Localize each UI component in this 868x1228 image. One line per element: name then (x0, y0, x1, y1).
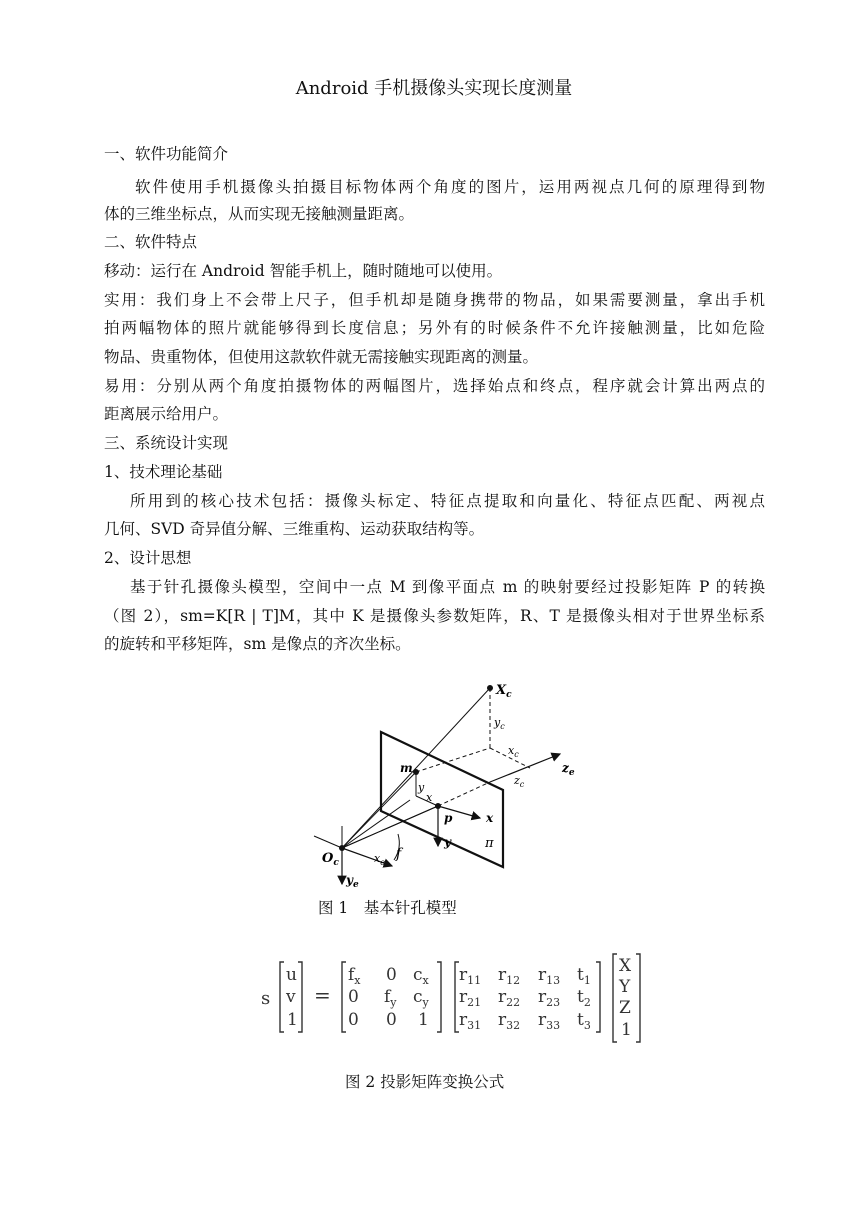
K-fx: $f_x$ (348, 965, 361, 987)
label-xe: $x_e$ (374, 852, 385, 867)
figure1-caption: 图 1 基本针孔模型 (318, 899, 457, 917)
section3-sub1-heading: 1、技术理论基础 (104, 463, 223, 481)
section2-heading: 二、软件特点 (104, 233, 198, 251)
lhs-1: 1 (287, 1010, 298, 1030)
section1-heading: 一、软件功能简介 (104, 145, 229, 163)
section3-sub1-line1: 所用到的核心技术包括：摄像头标定、特征点提取和向量化、特征点匹配、两视点 (130, 492, 765, 510)
svg-text:r21: $r_{21}$ (459, 987, 482, 1009)
rhs-Y: Y (619, 977, 631, 997)
section2-practical-line2: 拍两幅物体的照片就能够得到长度信息；另外有的时候条件不允许接触测量，比如危险 (104, 319, 765, 337)
bracket-rhs-left (613, 954, 617, 1042)
K-20: 0 (348, 1010, 359, 1030)
section3-heading: 三、系统设计实现 (104, 434, 229, 452)
svg-text:r33: $r_{33}$ (538, 1010, 561, 1032)
section2-easy-line2: 距离展示给用户。 (104, 405, 229, 423)
label-x-axis: x (486, 811, 494, 825)
K-fy: $f_y$ (384, 987, 397, 1009)
lhs-v: v (286, 987, 296, 1007)
label-pi: π (485, 836, 494, 851)
label-x1: x (426, 791, 433, 804)
label-f: f (396, 846, 402, 862)
svg-text:t3: $t_3$ (577, 1010, 591, 1032)
K-22: 1 (418, 1010, 429, 1030)
label-xc-a: $x_c$ (508, 744, 519, 759)
rhs-X: X (619, 956, 632, 976)
section3-sub2-line2: （图 2），sm=K[R | T]M，其中 K 是摄像头参数矩阵，R、T 是摄像头相对于世界坐标系 (104, 607, 765, 625)
section3-sub1-line2: 几何、SVD 奇异值分解、三维重构、运动获取结构等。 (104, 520, 485, 538)
bracket-rhs-right (636, 954, 640, 1042)
eq-s: s (261, 988, 271, 1009)
label-p: p (444, 811, 453, 825)
section3-sub2-line1: 基于针孔摄像头模型，空间中一点 M 到像平面点 m 的映射要经过投影矩阵 P 的转换 (130, 578, 765, 596)
section2-easy-line1: 易用：分别从两个角度拍摄物体的两幅图片，选择始点和终点，程序就会计算出两点的 (104, 377, 765, 395)
K-cy: $c_y$ (413, 987, 429, 1009)
bracket-lhs-left (280, 962, 284, 1032)
RT-row-2 (459, 987, 591, 1009)
section2-mobile: 移动：运行在 Android 智能手机上，随时随地可以使用。 (104, 262, 503, 280)
svg-text:t2: $t_2$ (577, 987, 591, 1009)
lhs-u: u (286, 965, 297, 985)
bracket-K-left (342, 962, 346, 1032)
svg-text:r11: $r_{11}$ (459, 965, 482, 987)
K-cx: $c_x$ (413, 965, 429, 987)
RT-row-1 (459, 965, 591, 987)
bracket-RT-right (596, 962, 600, 1032)
svg-text:r12: $r_{12}$ (498, 965, 521, 987)
K-01: 0 (386, 965, 397, 985)
section2-practical-line1: 实用：我们身上不会带上尺子，但手机却是随身携带的物品，如果需要测量，拿出手机 (104, 291, 765, 309)
label-zc-b: $z_c$ (514, 774, 525, 789)
svg-text:r23: $r_{23}$ (538, 987, 561, 1009)
K-10: 0 (348, 987, 359, 1007)
label-m: m (400, 761, 413, 775)
svg-text:r31: $r_{31}$ (459, 1010, 482, 1032)
label-ye: $y_e$ (346, 873, 359, 890)
svg-text:r32: $r_{32}$ (498, 1010, 521, 1032)
label-Xc: $X_c$ (496, 683, 512, 700)
rhs-Z: Z (619, 998, 631, 1018)
label-Oc: $O_c$ (322, 851, 339, 868)
K-21: 0 (386, 1010, 397, 1030)
bracket-K-right (437, 962, 441, 1032)
label-ze: $z_e$ (562, 761, 575, 778)
svg-text:r22: $r_{22}$ (498, 987, 521, 1009)
section2-practical-line3: 物品、贵重物体，但使用这款软件就无需接触实现距离的测量。 (104, 348, 539, 366)
eq-sign: = (314, 983, 331, 1007)
bracket-lhs-right (298, 962, 302, 1032)
svg-text:t1: $t_1$ (577, 965, 591, 987)
section3-sub2-heading: 2、设计思想 (104, 549, 192, 567)
RT-row-3 (459, 1010, 591, 1032)
svg-text:r13: $r_{13}$ (538, 965, 561, 987)
section1-para-line2: 体的三维坐标点，从而实现无接触测量距离。 (104, 205, 415, 223)
rhs-1: 1 (621, 1020, 632, 1040)
section1-para-line1: 软件使用手机摄像头拍摄目标物体两个角度的图片，运用两视点几何的原理得到物 (135, 178, 765, 196)
label-y-axis: y (444, 835, 451, 849)
label-y1: y (418, 781, 425, 794)
page-title: Android 手机摄像头实现长度测量 (295, 78, 573, 99)
section3-sub2-line3: 的旋转和平移矩阵，sm 是像点的齐次坐标。 (104, 635, 411, 653)
label-yc-a: $y_c$ (494, 716, 505, 731)
figure2-caption: 图 2 投影矩阵变换公式 (345, 1073, 505, 1091)
